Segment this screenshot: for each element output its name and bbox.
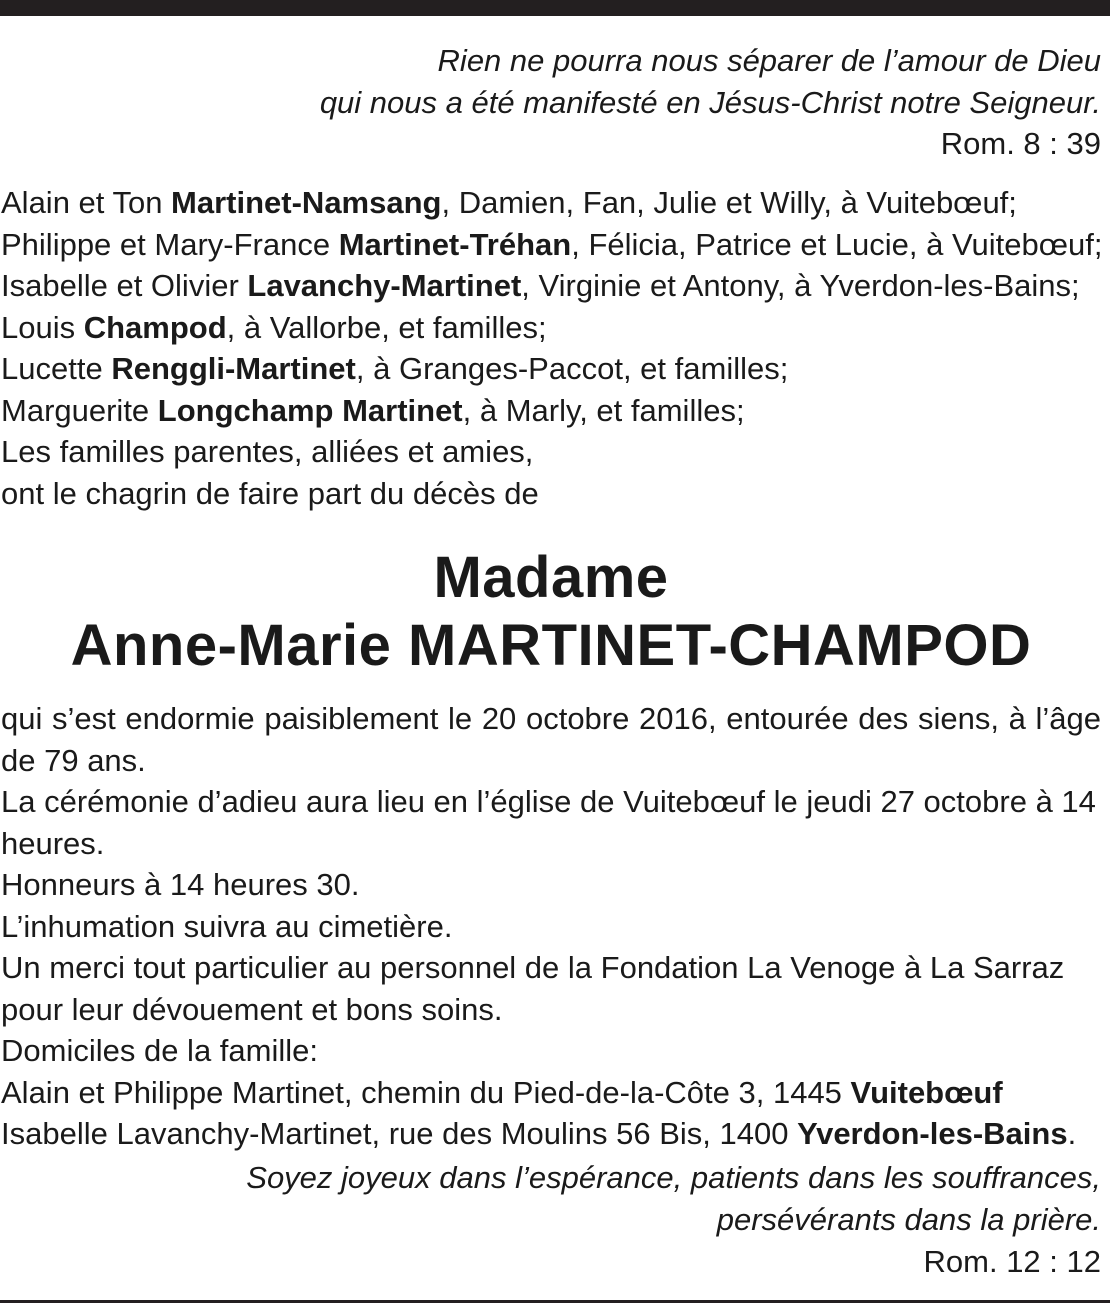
domicile-line-1 bbox=[1, 1072, 1101, 1114]
family-surname: Longchamp Martinet bbox=[157, 392, 463, 428]
family-surname: Martinet-Namsang bbox=[171, 185, 442, 220]
family-line-1 bbox=[1, 182, 1101, 224]
verse-bottom-line-1: Soyez joyeux dans l’espérance, patients dans les souffrances, bbox=[246, 1159, 1101, 1195]
family-line-2 bbox=[1, 224, 1101, 266]
verse-top-line-1: Rien ne pourra nous séparer de l’amour de Dieu bbox=[437, 43, 1101, 78]
family-surname: Lavanchy-Martinet bbox=[247, 268, 522, 303]
family-line-3 bbox=[1, 265, 1101, 307]
ceremony-text: La cérémonie d’adieu aura lieu en l’église de Vuitebœuf le jeudi 27 octobre à 14 heures. bbox=[1, 784, 1096, 861]
family-line-6 bbox=[1, 390, 1101, 432]
family-given-names: Louis bbox=[1, 309, 84, 345]
domiciles-label: Domiciles de la famille: bbox=[1, 1033, 318, 1068]
verse-top bbox=[1, 40, 1101, 124]
family-list bbox=[1, 182, 1101, 514]
families-extra-line-2: ont le chagrin de faire part du décès de bbox=[1, 475, 539, 511]
family-line-4 bbox=[1, 307, 1101, 349]
verse-top-reference: Rom. 8 : 39 bbox=[940, 126, 1101, 161]
family-surname: Renggli-Martinet bbox=[111, 351, 356, 386]
obituary-notice bbox=[1, 40, 1101, 1283]
family-members-place: , Virginie et Antony, à Yverdon-les-Bains; bbox=[521, 268, 1080, 303]
verse-bottom-reference: Rom. 12 : 12 bbox=[923, 1243, 1101, 1279]
family-given-names: Lucette bbox=[1, 351, 112, 386]
family-members-place: , Félicia, Patrice et Lucie, à Vuitebœuf; bbox=[571, 226, 1103, 262]
thanks-text: Un merci tout particulier au personnel de la Fondation La Venoge à La Sarraz pour leur dévouement et bons soins. bbox=[1, 950, 1065, 1027]
burial-text: L’inhumation suivra au cimetière. bbox=[1, 908, 453, 944]
deceased-title: Madame bbox=[433, 545, 669, 610]
family-members-place: , à Granges-Paccot, et familles; bbox=[355, 351, 789, 386]
family-line-5 bbox=[1, 348, 1101, 390]
verse-bottom bbox=[1, 1157, 1101, 1283]
family-surname: Martinet-Tréhan bbox=[338, 226, 572, 262]
verse-top-line-2: qui nous a été manifesté en Jésus-Christ notre Seigneur. bbox=[319, 85, 1101, 120]
domicile-address: Alain et Philippe Martinet, chemin du Pied-de-la-Côte 3, 1445 bbox=[1, 1074, 851, 1110]
passing-text: qui s’est endormie paisiblement le 20 octobre 2016, entourée des siens, à l’âge de 79 ans. bbox=[1, 701, 1101, 778]
family-given-names: Marguerite bbox=[1, 392, 158, 428]
family-given-names: Alain et Ton bbox=[1, 185, 172, 220]
top-rule bbox=[0, 0, 1110, 16]
families-extra-line-1: Les familles parentes, alliées et amies, bbox=[1, 434, 534, 469]
family-members-place: , Damien, Fan, Julie et Willy, à Vuitebœuf; bbox=[441, 185, 1017, 220]
family-given-names: Philippe et Mary-France bbox=[1, 226, 339, 262]
family-members-place: , à Vallorbe, et familles; bbox=[226, 309, 547, 345]
deceased-name-block bbox=[1, 544, 1101, 680]
deceased-name: Anne-Marie MARTINET-CHAMPOD bbox=[70, 613, 1032, 678]
family-surname: Champod bbox=[83, 309, 227, 345]
domicile-line-2 bbox=[1, 1113, 1101, 1155]
family-given-names: Isabelle et Olivier bbox=[1, 268, 248, 303]
honours-text: Honneurs à 14 heures 30. bbox=[1, 867, 360, 902]
domicile-locality: Yverdon-les-Bains bbox=[797, 1116, 1068, 1151]
funeral-details bbox=[1, 698, 1101, 1155]
domicile-period: . bbox=[1067, 1116, 1077, 1151]
verse-bottom-line-2: persévérants dans la prière. bbox=[716, 1201, 1101, 1237]
family-members-place: , à Marly, et familles; bbox=[462, 392, 745, 428]
domicile-locality: Vuitebœuf bbox=[850, 1074, 1003, 1110]
domicile-address: Isabelle Lavanchy-Martinet, rue des Moulins 56 Bis, 1400 bbox=[1, 1116, 798, 1151]
bottom-rule bbox=[0, 1300, 1110, 1303]
